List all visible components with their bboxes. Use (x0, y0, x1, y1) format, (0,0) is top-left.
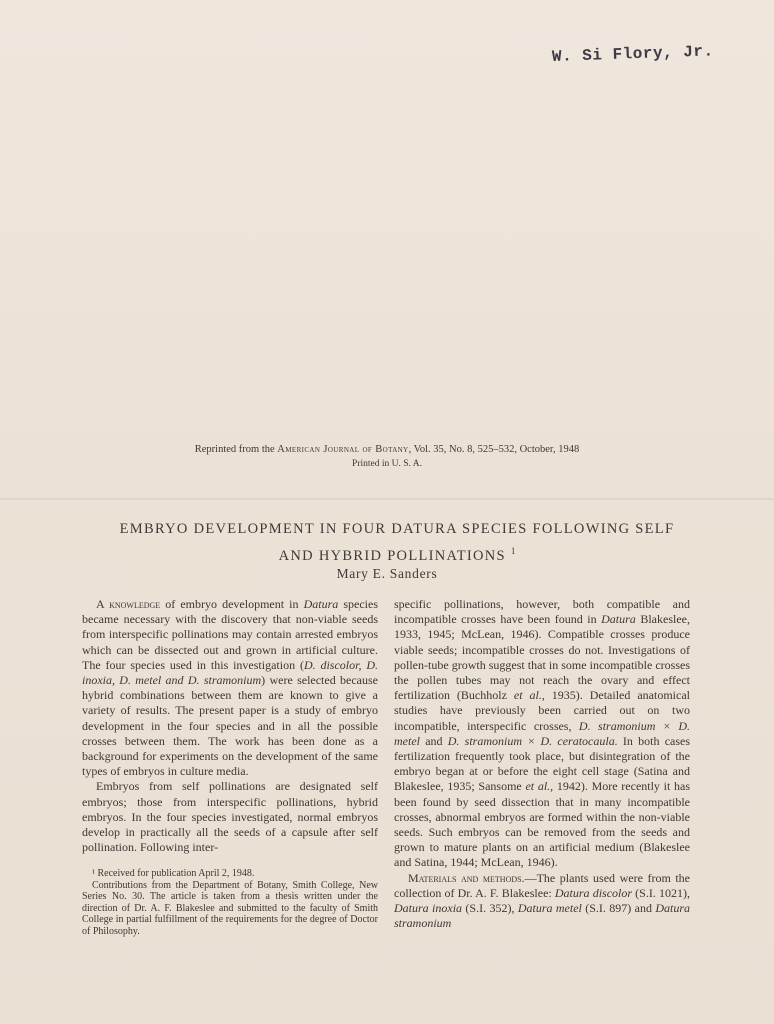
page-fold (0, 498, 774, 500)
title-footnote-mark: 1 (510, 546, 516, 556)
reprint-prefix: Reprinted from the (194, 444, 275, 455)
left-paragraph-2: Embryos from self pollinations are designated self embryos; those from interspecific pollinations, hybrid embryos. In the four species investigated, normal embryos develop in practically all the seeds of a capsule after self pollination. Following inter- (82, 779, 378, 855)
footnote-1: ¹ Received for publication April 2, 1948. (92, 868, 255, 879)
journal-name: American Journal of Botany (277, 444, 409, 455)
owner-stamp: W. Si Flory, Jr. (551, 42, 714, 66)
reprint-line (0, 444, 774, 455)
right-paragraph-2: Materials and methods.—The plants used were from the collection of Dr. A. F. Blakeslee: Datura discolor (S.I. 1021), Datura inoxia (S.I. 352), Datura metel (S.I. 897) and Datura stramonium (394, 870, 690, 931)
footnote-2: Contributions from the Department of Botany, Smith College, New Series No. 30. The article is taken from a thesis written under the direction of Dr. A. F. Blakeslee and submitted to the faculty of Smith College in partial fulfillment of the requirements for the degree of Doctor of Philosophy. (82, 879, 378, 937)
right-paragraph-1: specific pollinations, however, both compatible and incompatible crosses have been found in Datura Blakeslee, 1933, 1945; McLean, 1946). Compatible crosses produce viable seeds; incompatible crosses do not. Investigations of pollen-tube growth suggest that in some incompatible crosses the pollen tubes may not reach the ovary and effect fertilization (Buchholz et al., 1935). Detailed anatomical studies have previously been carried out on two incompatible, interspecific crosses, D. stramonium × D. metel and D. stramonium × D. ceratocaula. In both cases fertilization frequently took place, but disintegration of the embryo began at or before the eight cell stage (Satina and Blakeslee, 1935; Sansome et al., 1942). More recently it has been found by seed dissection that in many incompatible crosses, abnormal embryos are formed within the non-viable seeds. Such embryos can be removed from the seeds and grown to mature plants on an artificial medium (Blakeslee and Satina, 1944; McLean, 1946). (394, 597, 691, 870)
left-column (82, 597, 378, 855)
printed-in: Printed in U. S. A. (352, 459, 422, 469)
title-line-2: AND HYBRID POLLINATIONS $^1$ (278, 546, 516, 564)
left-paragraph-1: A knowledge of embryo development in Datura species became necessary with the discovery that non-viable seeds from interspecific pollinations may contain arrested embryos which can be dissected out and grown in artificial culture. The four species used in this investigation (D. discolor, D. inoxia, D. metel and D. stramonium) were selected because hybrid combinations between them are known to give a variety of results. The present paper is a study of embryo development in the four species and in all the possible crosses between them. The work has been done as a background for experiments on the development of the same types of embryos in culture media. (82, 597, 379, 779)
author-name: Mary E. Sanders (336, 566, 438, 581)
footnotes (82, 868, 378, 937)
section-heading: Materials and methods. (408, 870, 525, 885)
right-column (394, 597, 690, 931)
article-title (60, 518, 734, 567)
reprint-details: , Vol. 35, No. 8, 525–532, October, 1948 (408, 444, 580, 455)
title-line-1: EMBRYO DEVELOPMENT IN FOUR DATURA SPECIES FOLLOWING SELF (119, 521, 675, 537)
